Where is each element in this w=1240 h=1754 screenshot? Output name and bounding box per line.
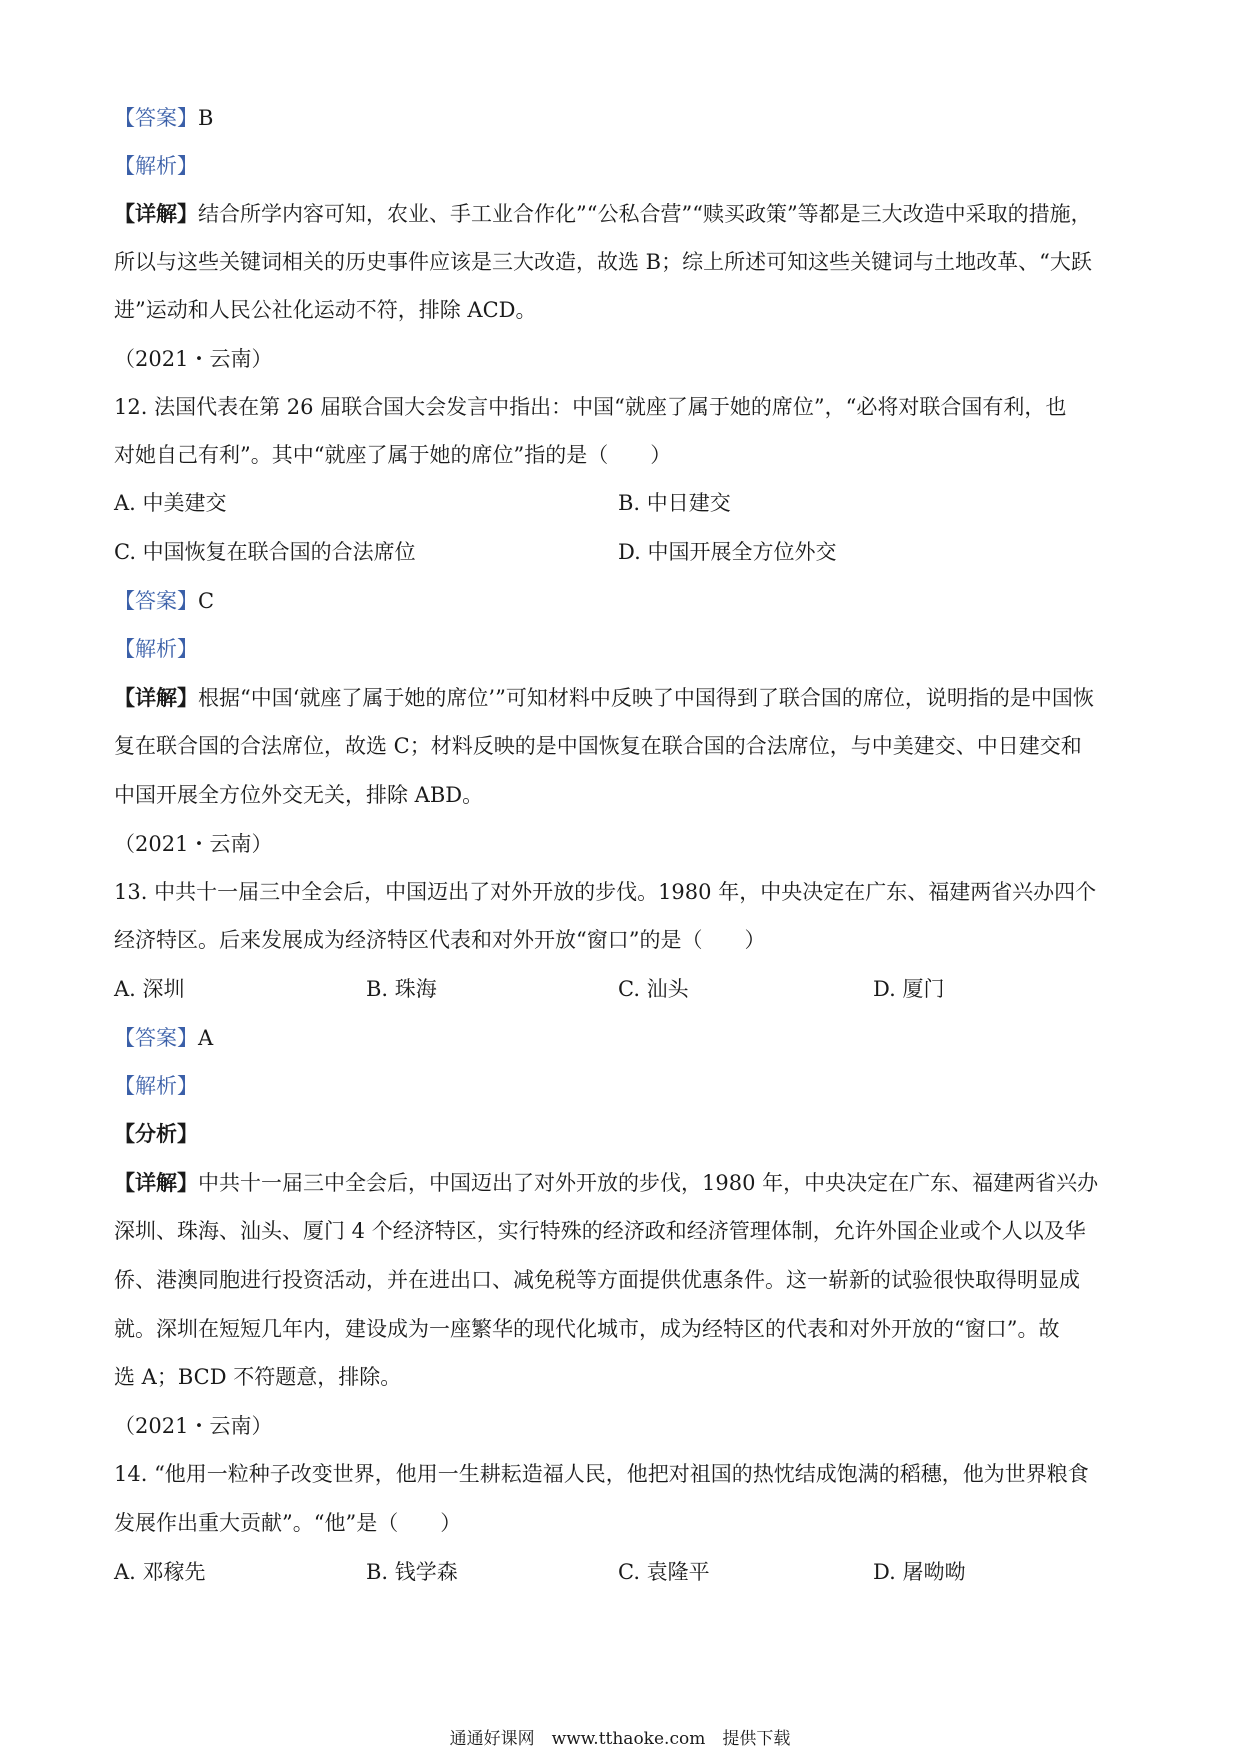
- q12-option-d: D. 中国开展全方位外交: [618, 540, 837, 564]
- q12-stem-line-2: 对她自己有利”。其中“就座了属于她的席位”指的是（ ）: [114, 443, 672, 467]
- q12-detail-line-3: 中国开展全方位外交无关，排除 ABD。: [114, 783, 484, 807]
- q14-source: （2021・云南）: [114, 1414, 273, 1438]
- q12-stem-line-1: 12. 法国代表在第 26 届联合国大会发言中指出：中国“就座了属于她的席位”，“必将对联合国有利，也: [114, 395, 1067, 419]
- q14-option-a: A. 邓稼先: [114, 1560, 206, 1584]
- q11-detail-line-1: [114, 199, 1129, 229]
- q13-detail-line-4: 就。深圳在短短几年内，建设成为一座繁华的现代化城市，成为经特区的代表和对外开放的“窗口”。故: [114, 1317, 1060, 1341]
- q12-option-b: B. 中日建交: [618, 491, 731, 515]
- answer-label: 【答案】: [114, 106, 198, 130]
- q12-answer: [114, 586, 1129, 616]
- q11-detail-line-3: 进”运动和人民公社化运动不符，排除 ACD。: [114, 298, 537, 322]
- q12-option-c: C. 中国恢复在联合国的合法席位: [114, 540, 416, 564]
- q12-option-a: A. 中美建交: [114, 491, 227, 515]
- q12-source: （2021・云南）: [114, 347, 273, 371]
- q11-answer: [114, 103, 1129, 133]
- answer-label: 【答案】: [114, 589, 198, 613]
- answer-value: B: [198, 106, 214, 130]
- q13-option-b: B. 珠海: [366, 977, 437, 1001]
- detail-text: 根据“中国‘就座了属于她的席位’”可知材料中反映了中国得到了联合国的席位，说明指的是中国恢: [198, 686, 1094, 710]
- q14-stem-line-1: 14. “他用一粒种子改变世界，他用一生耕耘造福人民，他把对祖国的热忱结成饱满的稻穗，他为世界粮食: [114, 1462, 1089, 1486]
- answer-label: 【答案】: [114, 1026, 198, 1050]
- detail-text: 中共十一届三中全会后，中国迈出了对外开放的步伐，1980 年，中央决定在广东、福建两省兴办: [198, 1171, 1099, 1195]
- q13-source: （2021・云南）: [114, 832, 273, 856]
- q13-option-a: A. 深圳: [114, 977, 185, 1001]
- q13-option-c: C. 汕头: [618, 977, 689, 1001]
- q13-stem-line-2: 经济特区。后来发展成为经济特区代表和对外开放“窗口”的是（ ）: [114, 928, 766, 952]
- page-footer: 通通好课网 www.tthaoke.com 提供下载: [449, 1729, 791, 1749]
- q14-stem-line-2: 发展作出重大贡献”。“他”是（ ）: [114, 1511, 462, 1535]
- q11-detail-line-2: 所以与这些关键词相关的历史事件应该是三大改造，故选 B；综上所述可知这些关键词与土地改革、“大跃: [114, 250, 1092, 274]
- q14-option-c: C. 袁隆平: [618, 1560, 710, 1584]
- q13-detail-line-1: [114, 1168, 1129, 1198]
- q11-analysis-label: 【解析】: [114, 154, 198, 178]
- detail-label: 【详解】: [114, 1170, 198, 1195]
- q12-detail-line-1: [114, 683, 1129, 713]
- answer-value: C: [198, 589, 215, 613]
- q13-answer: [114, 1023, 1129, 1053]
- q12-analysis-label: 【解析】: [114, 637, 198, 661]
- answer-value: A: [198, 1026, 214, 1050]
- q13-analysis-label: 【解析】: [114, 1074, 198, 1098]
- q13-detail-line-5: 选 A；BCD 不符题意，排除。: [114, 1365, 402, 1389]
- q12-detail-line-2: 复在联合国的合法席位，故选 C；材料反映的是中国恢复在联合国的合法席位，与中美建交、中日建交和: [114, 734, 1082, 758]
- detail-label: 【详解】: [114, 201, 198, 226]
- q13-detail-line-3: 侨、港澳同胞进行投资活动，并在进出口、减免税等方面提供优惠条件。这一崭新的试验很快取得明显成: [114, 1268, 1080, 1292]
- q14-option-b: B. 钱学森: [366, 1560, 458, 1584]
- detail-label: 【详解】: [114, 685, 198, 710]
- q13-fenxi-label: 【分析】: [114, 1121, 198, 1146]
- q14-option-d: D. 屠呦呦: [873, 1560, 966, 1584]
- q13-option-d: D. 厦门: [873, 977, 945, 1001]
- q13-detail-line-2: 深圳、珠海、汕头、厦门 4 个经济特区，实行特殊的经济政和经济管理体制，允许外国企业或个人以及华: [114, 1219, 1086, 1243]
- q13-stem-line-1: 13. 中共十一届三中全会后，中国迈出了对外开放的步伐。1980 年，中央决定在广东、福建两省兴办四个: [114, 880, 1097, 904]
- detail-text: 结合所学内容可知，农业、手工业合作化”“公私合营”“赎买政策”等都是三大改造中采取的措施，: [198, 202, 1092, 226]
